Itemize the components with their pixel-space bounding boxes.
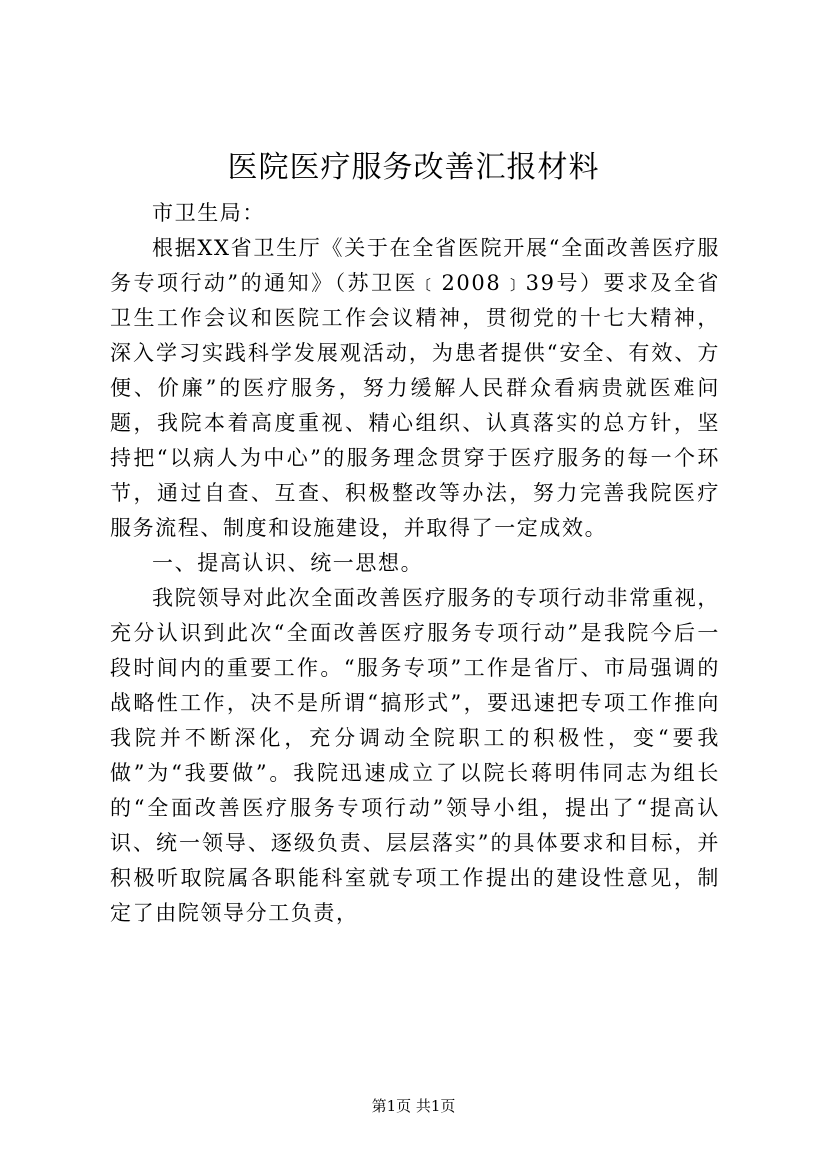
document-body: [110, 196, 720, 931]
section-paragraph: 我院领导对此次全面改善医疗服务的专项行动非常重视，充分认识到此次“全面改善医疗服务专项行动”是我院今后一段时间内的重要工作。“服务专项”工作是省厅、市局强调的战略性工作，决不是所谓“搞形式”，要迅速把专项工作推向我院并不断深化，充分调动全院职工的积极性，变“要我做”为“我要做”。我院迅速成立了以院长蒋明伟同志为组长的“全面改善医疗服务专项行动”领导小组，提出了“提高认识、统一领导、逐级负责、层层落实”的具体要求和目标，并积极听取院属各职能科室就专项工作提出的建设性意见，制定了由院领导分工负责，: [110, 586, 720, 925]
section-heading: 一、提高认识、统一思想。: [152, 551, 424, 575]
document-title: 医院医疗服务改善汇报材料: [227, 150, 600, 185]
intro-paragraph: 根据XX省卫生厅《关于在全省医院开展“全面改善医疗服务专项行动”的通知》（苏卫医﹝2008﹞39号）要求及全省卫生工作会议和医院工作会议精神，贯彻党的十七大精神，深入学习实践科学发展观活动，为患者提供“安全、有效、方便、价廉”的医疗服务，努力缓解人民群众看病贵就医难问题，我院本着高度重视、精心组织、认真落实的总方针，坚持把“以病人为中心”的服务理念贯穿于医疗服务的每一个环节，通过自查、互查、积极整改等办法，努力完善我院医疗服务流程、制度和设施建设，并取得了一定成效。: [110, 236, 720, 540]
page-number-footer: 第1页 共1页: [371, 1097, 456, 1115]
salutation-paragraph: 市卫生局：: [152, 201, 265, 225]
